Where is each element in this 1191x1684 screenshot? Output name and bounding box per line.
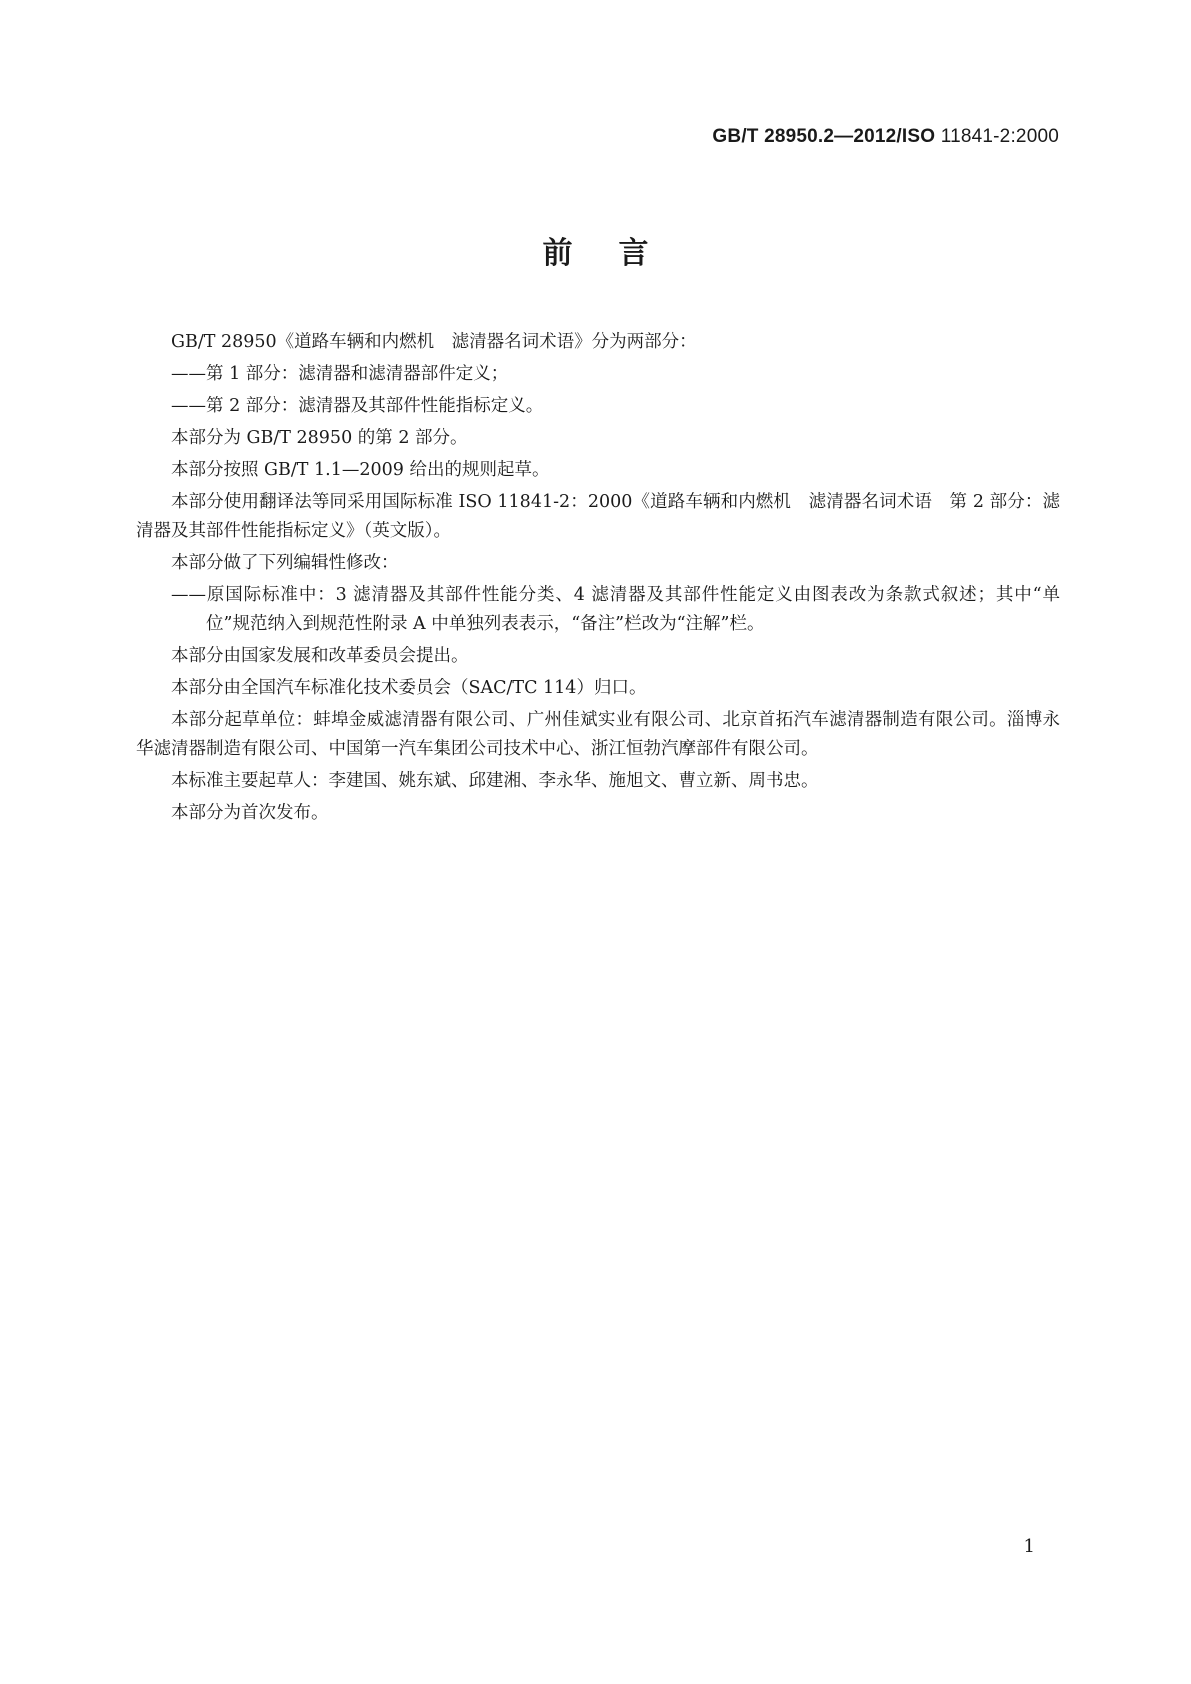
paragraph-editorial-changes: 本部分做了下列编辑性修改： [171, 553, 399, 573]
paragraph-proposed-by: 本部分由国家发展和改革委员会提出。 [171, 646, 469, 666]
foreword-body [136, 328, 1060, 831]
standard-code-header [712, 126, 1059, 148]
paragraph-drafters: 本标准主要起草人：李建国、姚东斌、邱建湘、李永华、施旭文、曹立新、周书忠。 [171, 771, 819, 791]
paragraph-drafting-units: 本部分起草单位：蚌埠金威滤清器有限公司、广州佳斌实业有限公司、北京首拓汽车滤清器制造有限公司。淄博永华滤清器制造有限公司、中国第一汽车集团公司技术中心、浙江恒勃汽摩部件有限公司。 [136, 710, 1060, 759]
standard-code-bold: GB/T 28950.2—2012/ISO [712, 126, 936, 147]
paragraph-adoption: 本部分使用翻译法等同采用国际标准 ISO 11841-2：2000《道路车辆和内燃机 滤清器名词术语 第 2 部分：滤清器及其部件性能指标定义》（英文版）。 [136, 492, 1060, 541]
standard-code-light: 11841-2:2000 [940, 126, 1059, 147]
paragraph-part2: ——第 2 部分：滤清器及其部件性能指标定义。 [171, 396, 544, 416]
paragraph-series-intro: GB/T 28950《道路车辆和内燃机 滤清器名词术语》分为两部分： [171, 332, 697, 352]
paragraph-change-detail: ——原国际标准中：3 滤清器及其部件性能分类、4 滤清器及其部件性能定义由图表改为条款式叙述；其中“单位”规范纳入到规范性附录 A 中单独列表表示，“备注”栏改为“注解”栏。 [171, 585, 1060, 634]
page-title: 前言 [542, 236, 695, 271]
paragraph-part1: ——第 1 部分：滤清器和滤清器部件定义； [171, 364, 509, 384]
page-number: 1 [1023, 1536, 1035, 1557]
paragraph-first-release: 本部分为首次发布。 [171, 803, 329, 823]
paragraph-this-part: 本部分为 GB/T 28950 的第 2 部分。 [171, 428, 468, 448]
paragraph-drafting-rules: 本部分按照 GB/T 1.1—2009 给出的规则起草。 [171, 460, 550, 480]
paragraph-managed-by: 本部分由全国汽车标准化技术委员会（SAC/TC 114）归口。 [171, 678, 647, 698]
